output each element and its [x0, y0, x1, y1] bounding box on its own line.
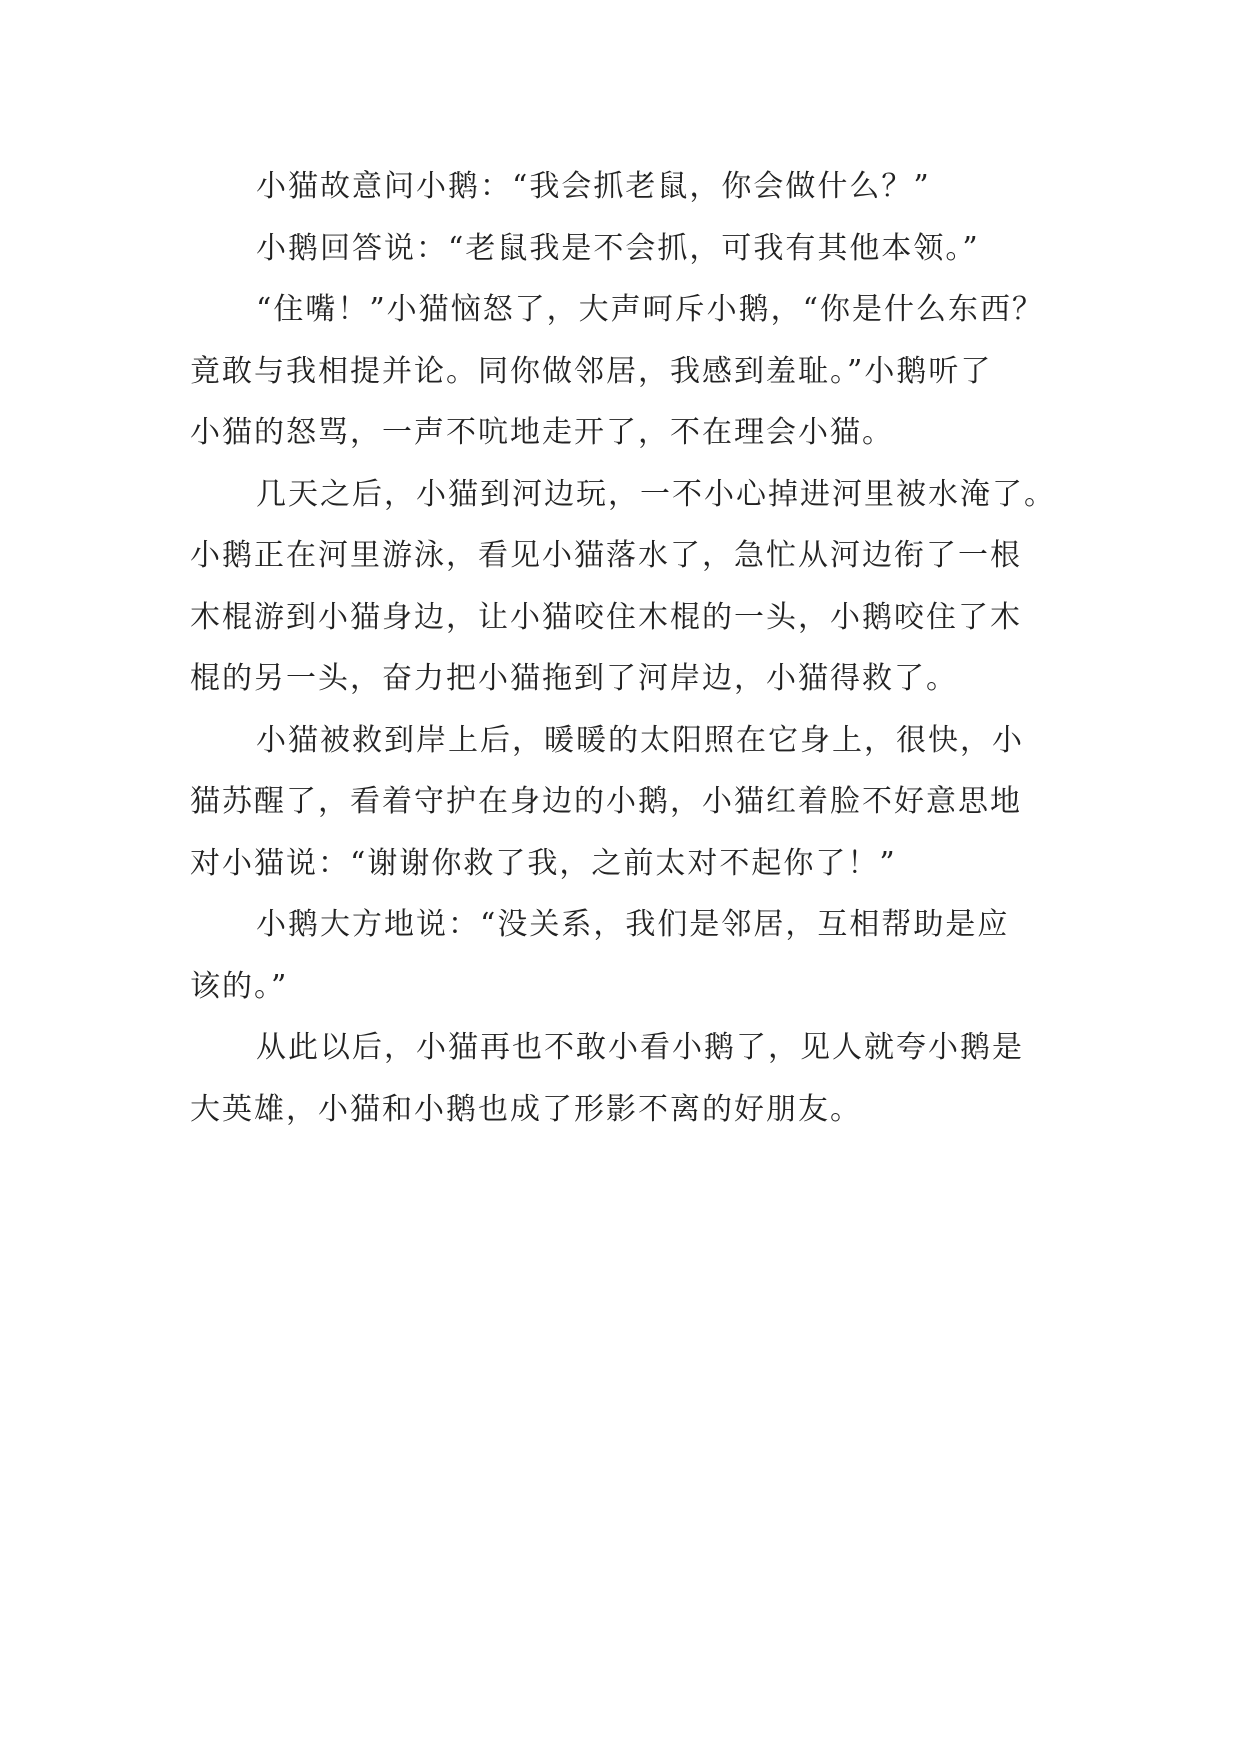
paragraph-line: 小猫被救到岸上后，暖暖的太阳照在它身上，很快，小	[256, 722, 1024, 758]
paragraph-4	[190, 464, 1056, 710]
paragraph-line: 小鹅大方地说：“没关系，我们是邻居，互相帮助是应	[256, 907, 1010, 942]
paragraph-line: 对小猫说：“谢谢你救了我，之前太对不起你了！”	[190, 845, 897, 881]
paragraph-line: 大英雄，小猫和小鹅也成了形影不离的好朋友。	[190, 1091, 862, 1127]
paragraph-line: 竟敢与我相提并论。同你做邻居，我感到羞耻。”小鹅听了	[190, 353, 993, 389]
document-body	[190, 156, 1056, 1140]
paragraph-6	[190, 894, 1050, 1017]
paragraph-line: 小猫的怒骂，一声不吭地走开了，不在理会小猫。	[190, 415, 894, 450]
paragraph-line: 猫苏醒了，看着守护在身边的小鹅，小猫红着脸不好意思地	[190, 784, 1022, 819]
paragraph-line: “住嘴！”小猫恼怒了，大声呵斥小鹅，“你是什么东西？	[256, 292, 1045, 327]
paragraph-2	[190, 218, 1050, 280]
paragraph-line: 木棍游到小猫身边，让小猫咬住木棍的一头，小鹅咬住了木	[190, 599, 1022, 635]
paragraph-line: 几天之后，小猫到河边玩，一不小心掉进河里被水淹了。	[256, 476, 1056, 512]
paragraph-7	[190, 1017, 1050, 1140]
paragraph-line: 小鹅正在河里游泳，看见小猫落水了，急忙从河边衔了一根	[190, 538, 1022, 573]
paragraph-3	[190, 279, 1050, 464]
paragraph-5	[190, 710, 1050, 895]
paragraph-line: 从此以后，小猫再也不敢小看小鹅了，见人就夸小鹅是	[256, 1030, 1024, 1065]
paragraph-1	[190, 156, 1050, 218]
paragraph-line: 小鹅回答说：“老鼠我是不会抓，可我有其他本领。”	[256, 230, 980, 266]
paragraph-line: 小猫故意问小鹅：“我会抓老鼠，你会做什么？”	[256, 169, 931, 204]
paragraph-line: 该的。”	[190, 968, 289, 1004]
paragraph-line: 棍的另一头，奋力把小猫拖到了河岸边，小猫得救了。	[190, 661, 958, 696]
